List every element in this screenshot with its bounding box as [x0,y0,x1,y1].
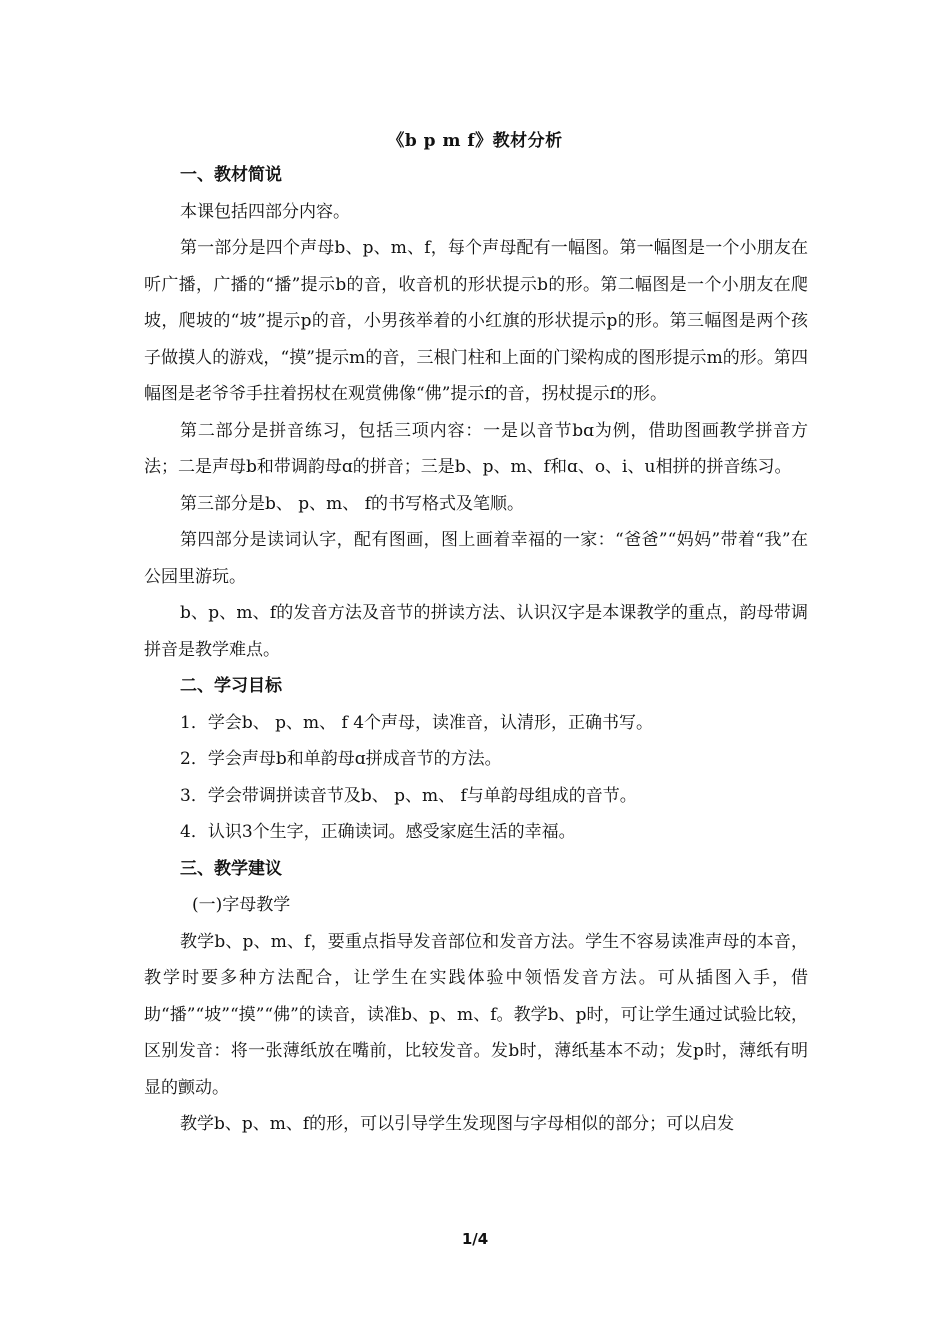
section-heading-objectives: 二、学习目标 [180,676,282,696]
paragraph: 教学b、p、m、f，要重点指导发音部位和发音方法。学生不容易读准声母的本音，教学时要多种方法配合，让学生在实践体验中领悟发音方法。可从插图入手，借助“播”“坡”“摸”“佛”的读音，读准b、p、m、f。教学b、p时，可让学生通过试验比较，区别发音：将一张薄纸放在嘴前，比较发音。发b时，薄纸基本不动；发p时，薄纸有明显的颤动。 [144,931,808,1098]
paragraph: b、p、m、f的发音方法及音节的拼读方法、认识汉字是本课教学的重点，韵母带调拼音是教学难点。 [144,603,808,660]
paragraph: 本课包括四部分内容。 [180,201,350,222]
objective-item: 3．学会带调拼读音节及b、 p、m、 f与单韵母组成的音节。 [180,785,637,806]
document-title: 《b p m f》教材分析 [387,131,563,151]
objective-item: 2．学会声母b和单韵母ɑ拼成音节的方法。 [180,749,502,769]
paragraph: 第一部分是四个声母b、p、m、f，每个声母配有一幅图。第一幅图是一个小朋友在听广播，广播的“播”提示b的音，收音机的形状提示b的形。第二幅图是一个小朋友在爬坡，爬坡的“坡”提示p的音，小男孩举着的小红旗的形状提示p的形。第三幅图是两个孩子做摸人的游戏，“摸”提示m的音，三根门柱和上面的门梁构成的图形提示m的形。第四幅图是老爷爷手拄着拐杖在观赏佛像“佛”提示f的音，拐杖提示f的形。 [144,238,808,404]
document-body [144,157,808,1143]
objective-item: 1．学会b、 p、m、 f 4个声母，读准音，认清形，正确书写。 [180,712,654,733]
paragraph: 第二部分是拼音练习，包括三项内容：一是以音节bɑ为例，借助图画教学拼音方法；二是声母b和带调韵母ɑ的拼音；三是b、p、m、f和ɑ、o、i、u相拼的拼音练习。 [144,420,808,477]
objective-item: 4．认识3个生字，正确读词。感受家庭生活的幸福。 [180,822,576,842]
paragraph: 第三部分是b、 p、m、 f的书写格式及笔顺。 [180,493,524,514]
paragraph: 教学b、p、m、f的形，可以引导学生发现图与字母相似的部分；可以启发 [180,1114,735,1134]
subsection-heading: (一)字母教学 [192,895,291,915]
section-heading-overview: 一、教材简说 [180,165,282,185]
section-heading-suggestions: 三、教学建议 [180,858,282,879]
paragraph: 第四部分是读词认字，配有图画，图上画着幸福的一家：“爸爸”“妈妈”带着“我”在公园里游玩。 [144,530,808,587]
page-number: 1/4 [461,1230,489,1248]
